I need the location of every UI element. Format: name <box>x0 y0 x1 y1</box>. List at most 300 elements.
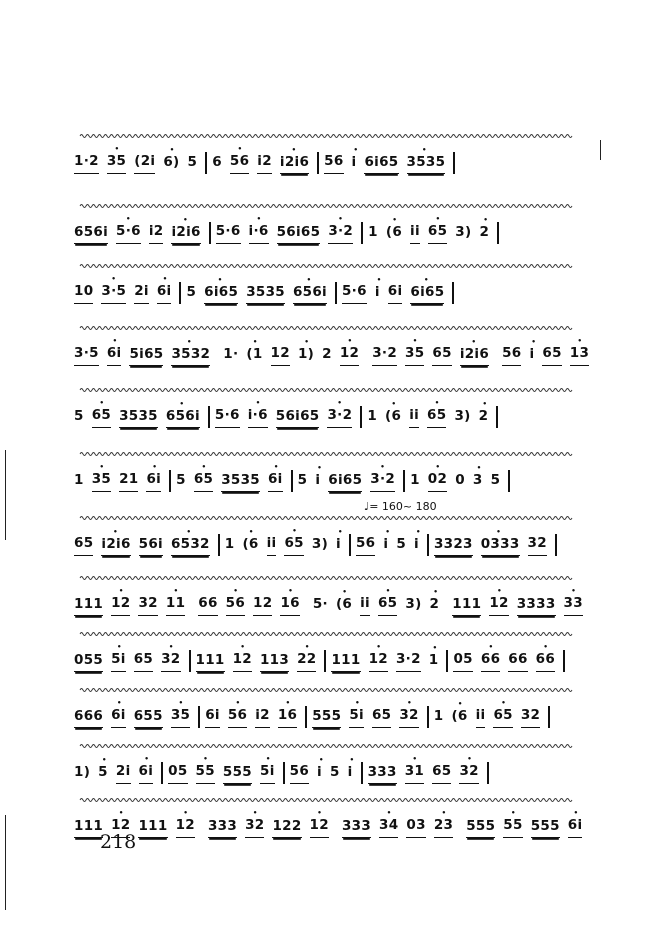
note-group: • 32 <box>399 707 418 728</box>
barline <box>283 762 285 784</box>
measure <box>74 817 203 838</box>
note-group: • 1 <box>429 652 439 672</box>
note-group: 6i <box>388 283 403 304</box>
note-row <box>74 706 588 728</box>
measure <box>298 471 403 492</box>
note-group: • 3 <box>473 472 483 492</box>
barline <box>446 650 448 672</box>
note-group: 56i65 <box>277 224 321 244</box>
note-group: 5i65 <box>129 346 163 366</box>
note-group: 113 <box>260 652 289 672</box>
note-group: 0 <box>455 472 465 488</box>
note-group: • 12 <box>489 595 508 616</box>
note-group: • 12 <box>340 345 359 366</box>
note-group: 555 <box>312 708 341 728</box>
barline <box>335 282 337 304</box>
note-group: • i2i6 <box>101 536 130 556</box>
barline <box>189 650 191 672</box>
note-group: • 65 <box>378 595 397 616</box>
barline <box>403 470 405 492</box>
note-row <box>74 762 588 784</box>
note-group: • 6i <box>568 817 583 838</box>
note-group: 5 <box>187 154 198 170</box>
note-group: ii <box>409 407 419 428</box>
barline <box>198 706 200 728</box>
note-group: 65 <box>134 651 153 672</box>
note-group: 66 <box>508 651 527 672</box>
score-line <box>70 382 590 442</box>
note-group: • 65 <box>92 407 111 428</box>
measure <box>313 595 447 616</box>
note-group: • 6i <box>139 763 154 784</box>
barline <box>360 406 362 428</box>
note-group: • 65 <box>427 407 446 428</box>
ornament-wavy-line <box>70 258 590 284</box>
note-group: • (6 <box>336 596 352 616</box>
barline <box>161 762 163 784</box>
measure <box>372 345 497 366</box>
measure <box>212 153 317 174</box>
note-group: • i <box>348 764 353 784</box>
note-group: • 12 <box>176 817 195 838</box>
note-group: 2i <box>134 283 149 304</box>
ornament-wavy-line <box>70 510 590 536</box>
note-group: i2 <box>149 223 164 244</box>
note-group: 65 <box>432 345 451 366</box>
note-group: 21 <box>119 471 138 492</box>
note-group: 111 <box>196 652 225 672</box>
note-row <box>74 816 588 838</box>
measure <box>74 471 169 492</box>
note-group: 3·2 <box>396 651 421 672</box>
note-group: 12 <box>253 595 272 616</box>
barline <box>305 706 307 728</box>
barline <box>169 470 171 492</box>
score-line <box>70 626 590 686</box>
note-group: • (1 <box>246 346 262 366</box>
note-group: 5 <box>490 472 501 488</box>
note-group: • (6 <box>385 408 401 428</box>
note-group: • 5·6 <box>116 223 141 244</box>
note-group: • 6532 <box>171 536 210 556</box>
score-line <box>70 128 590 188</box>
measure <box>331 651 446 672</box>
note-group: 655 <box>134 708 163 728</box>
measure <box>208 817 337 838</box>
note-group: • 55 <box>196 763 215 784</box>
note-group: 111 <box>138 818 167 838</box>
measure <box>466 817 590 838</box>
measure <box>367 407 496 428</box>
note-group: 656i <box>74 224 108 244</box>
score-line <box>70 320 590 380</box>
barline <box>555 534 557 556</box>
note-group: 56 <box>324 153 343 174</box>
score-line <box>70 792 590 852</box>
score-line <box>70 198 590 258</box>
note-group: 1 <box>367 408 378 424</box>
note-group: 111 <box>331 652 360 672</box>
note-group: 5· <box>312 596 328 612</box>
note-group: ii <box>360 595 370 616</box>
barline <box>324 650 326 672</box>
note-group: • 32 <box>161 651 180 672</box>
barline <box>497 222 499 244</box>
note-group: • i2i6 <box>460 346 489 366</box>
note-group: 1) <box>74 764 91 780</box>
barline <box>361 762 363 784</box>
ornament-wavy-line <box>70 382 590 408</box>
note-group: • 66 <box>481 651 500 672</box>
measure <box>410 471 508 492</box>
note-group: • 65 <box>493 707 512 728</box>
note-group: 333 <box>342 818 371 838</box>
measure <box>452 595 591 616</box>
note-group: • 02 <box>428 471 447 492</box>
note-group: 65 <box>542 345 561 366</box>
ornament-wavy-line <box>70 198 590 224</box>
note-group: • 56 <box>228 707 247 728</box>
note-group: • 2 <box>430 596 440 616</box>
note-group: (2i <box>134 153 155 174</box>
note-row <box>74 222 588 244</box>
note-group: • 6i <box>107 345 122 366</box>
note-group: • 56 <box>230 153 249 174</box>
note-group: • 34 <box>379 817 398 838</box>
note-group: • 656i <box>293 284 327 304</box>
note-group: • 6i65 <box>204 284 238 304</box>
note-row <box>74 282 588 304</box>
note-group: • (6 <box>386 224 402 244</box>
measure <box>434 707 549 728</box>
note-group: 05 <box>453 651 472 672</box>
note-group: • 35 <box>92 471 111 492</box>
note-group: 56 <box>502 345 521 366</box>
note-group: • 3532 <box>171 346 210 366</box>
measure <box>168 763 283 784</box>
note-group: 1 <box>74 472 84 488</box>
note-group: • 55 <box>503 817 522 838</box>
note-group: 3333 <box>517 596 556 616</box>
note-group: • 16 <box>278 707 297 728</box>
note-group: 111 <box>452 596 481 616</box>
note-row <box>74 470 588 492</box>
note-group: 5 <box>186 284 197 300</box>
note-group: • 31 <box>405 763 424 784</box>
note-group: 1·2 <box>74 153 99 174</box>
barline <box>563 650 565 672</box>
note-group: i2 <box>255 707 270 728</box>
note-group: • 12 <box>369 651 388 672</box>
measure <box>502 345 597 366</box>
note-group: • i·6 <box>249 223 269 244</box>
note-group: 2 <box>322 346 332 362</box>
note-group: ii <box>476 707 486 728</box>
tempo-marking: ♩= 160~ 180 <box>364 500 437 513</box>
measure <box>434 535 555 556</box>
note-group: • 3·2 <box>370 471 395 492</box>
barline <box>361 222 363 244</box>
note-group: 5·6 <box>342 283 367 304</box>
note-group: 3535 <box>119 408 158 428</box>
measure <box>356 535 427 556</box>
note-group: • 35 <box>107 153 126 174</box>
measure <box>453 651 563 672</box>
note-group: • 3·2 <box>327 407 352 428</box>
barline <box>427 706 429 728</box>
note-group: • 66 <box>536 651 555 672</box>
note-group: • 16 <box>280 595 299 616</box>
note-group: • i <box>383 536 388 556</box>
note-group: • 3535 <box>407 154 446 174</box>
note-group: 6i <box>205 707 220 728</box>
note-group: 3535 <box>246 284 285 304</box>
note-row <box>74 406 588 428</box>
note-group: • 5i <box>260 763 275 784</box>
barline <box>349 534 351 556</box>
note-group: • i <box>414 536 419 556</box>
measure <box>74 153 205 174</box>
note-group: • i2i6 <box>280 154 309 174</box>
note-group: • 3·5 <box>101 283 126 304</box>
ornament-wavy-line <box>70 128 590 154</box>
note-group: 65 <box>372 707 391 728</box>
measure <box>223 345 367 366</box>
note-group: • 12 <box>111 817 130 838</box>
note-group: 5 <box>297 472 308 488</box>
note-group: • 65 <box>428 223 447 244</box>
note-group: 66 <box>198 595 217 616</box>
note-group: • 6i <box>157 283 172 304</box>
note-group: 555 <box>531 818 560 838</box>
note-group: 3) <box>455 224 472 240</box>
measure <box>74 707 198 728</box>
note-group: 3·2 <box>372 345 397 366</box>
note-group: • 6i <box>146 471 161 492</box>
ornament-wavy-line <box>70 320 590 346</box>
note-group: • 5 <box>98 764 108 784</box>
note-row <box>74 152 588 174</box>
note-group: ii <box>267 535 277 556</box>
note-group: 32 <box>528 535 547 556</box>
note-group: 122 <box>272 818 301 838</box>
measure <box>368 763 487 784</box>
score-line <box>70 682 590 742</box>
note-group: • (6 <box>451 708 467 728</box>
note-group: 12 <box>271 345 290 366</box>
measure <box>215 407 360 428</box>
note-group: 6i65 <box>364 154 398 174</box>
measure <box>342 283 452 304</box>
note-group: 5 <box>74 408 84 424</box>
measure <box>205 707 305 728</box>
note-group: 666 <box>74 708 103 728</box>
note-group: • 12 <box>233 651 252 672</box>
barline <box>548 706 550 728</box>
note-group: 5 <box>176 472 186 488</box>
note-group: • 56 <box>226 595 245 616</box>
barline <box>487 762 489 784</box>
note-group: 111 <box>74 818 103 838</box>
ornament-wavy-line <box>70 446 590 472</box>
note-group: • 35 <box>171 707 190 728</box>
note-group: • 2 <box>479 408 489 428</box>
margin-line-left-top <box>5 450 6 540</box>
note-group: 3·5 <box>74 345 99 366</box>
note-group: • 6) <box>163 154 179 174</box>
measure <box>74 283 179 304</box>
note-group: • i <box>317 764 322 784</box>
note-group: 6i65 <box>328 472 362 492</box>
measure <box>342 817 461 838</box>
note-group: • (6 <box>242 536 258 556</box>
note-group: 3) <box>405 596 422 612</box>
measure <box>74 651 189 672</box>
note-group: • i·6 <box>248 407 268 428</box>
barline <box>427 534 429 556</box>
score-line <box>70 570 590 630</box>
measure <box>198 595 308 616</box>
measure <box>196 651 325 672</box>
note-group: 1 <box>224 536 235 552</box>
note-group: 65 <box>74 535 93 556</box>
measure <box>74 345 218 366</box>
barline <box>317 152 319 174</box>
measure <box>216 223 361 244</box>
note-group: • i <box>529 346 534 366</box>
note-group: • 33 <box>564 595 583 616</box>
note-group: • 12 <box>111 595 130 616</box>
note-group: • i <box>336 536 341 556</box>
note-group: 055 <box>74 652 103 672</box>
barline <box>453 152 455 174</box>
note-group: • 2 <box>479 224 489 244</box>
note-group: • 35 <box>405 345 424 366</box>
note-group: 1 <box>410 472 420 488</box>
barline <box>209 222 211 244</box>
note-group: i2 <box>257 153 272 174</box>
note-group: 6 <box>212 154 222 170</box>
barline <box>508 470 510 492</box>
note-group: 3323 <box>434 536 473 556</box>
measure <box>74 595 193 616</box>
note-group: • i <box>315 472 320 492</box>
note-row <box>74 650 588 672</box>
note-group: • 3·2 <box>328 223 353 244</box>
note-group: 555 <box>466 818 495 838</box>
note-group: 32 <box>138 595 157 616</box>
note-group: • 1) <box>298 346 314 366</box>
measure <box>74 763 161 784</box>
note-row <box>74 534 588 556</box>
measure <box>312 707 427 728</box>
margin-line-right <box>600 140 601 160</box>
note-group: 32 <box>521 707 540 728</box>
margin-line-left-bottom <box>5 815 6 910</box>
barline <box>496 406 498 428</box>
note-group: • 656i <box>166 408 200 428</box>
note-group: • i <box>375 284 380 304</box>
measure <box>290 763 361 784</box>
note-group: • 22 <box>297 651 316 672</box>
measure <box>225 535 349 556</box>
note-group: 1· <box>223 346 239 362</box>
note-group: • i2i6 <box>171 224 200 244</box>
note-group: • 5i <box>111 651 126 672</box>
score-line <box>70 510 590 570</box>
note-group: 555 <box>223 764 252 784</box>
score-line <box>70 258 590 318</box>
note-group: 5·6 <box>215 407 240 428</box>
measure <box>324 153 453 174</box>
note-group: • 5i <box>349 707 364 728</box>
note-group: 2i <box>116 763 131 784</box>
note-group: • 65 <box>194 471 213 492</box>
note-row <box>74 594 588 616</box>
measure <box>74 407 208 428</box>
note-group: • 6i65 <box>410 284 444 304</box>
note-group: 56 <box>290 763 309 784</box>
note-group: • 11 <box>166 595 185 616</box>
measure <box>186 284 335 304</box>
note-group: 65 <box>432 763 451 784</box>
note-group: 5 <box>396 536 407 552</box>
note-group: • 6i <box>268 471 283 492</box>
note-group: 05 <box>168 763 187 784</box>
ornament-wavy-line <box>70 626 590 652</box>
note-group: • 0333 <box>481 536 520 556</box>
note-group: 1 <box>368 224 378 240</box>
note-group: 5·6 <box>216 223 241 244</box>
note-group: • 12 <box>310 817 329 838</box>
barline <box>291 470 293 492</box>
note-group: • 13 <box>570 345 589 366</box>
note-group: 56i65 <box>276 408 320 428</box>
note-group: 56i <box>139 536 163 556</box>
note-group: ii <box>410 223 420 244</box>
note-group: 5 <box>329 764 340 780</box>
barline <box>205 152 207 174</box>
note-group: 56 <box>356 535 375 556</box>
note-group: 3) <box>311 536 329 552</box>
note-group: 3) <box>454 408 471 424</box>
note-group: 333 <box>368 764 397 784</box>
note-group: • 6i <box>111 707 126 728</box>
measure <box>74 535 218 556</box>
note-group: 3535 <box>221 472 260 492</box>
note-group: • 65 <box>284 535 303 556</box>
ornament-wavy-line <box>70 682 590 708</box>
page-number: 218 <box>100 831 137 853</box>
barline <box>179 282 181 304</box>
barline <box>452 282 454 304</box>
note-group: 10 <box>74 283 93 304</box>
note-group: 1 <box>433 708 444 724</box>
barline <box>208 406 210 428</box>
barline <box>218 534 220 556</box>
score-line <box>70 738 590 798</box>
note-group: • 23 <box>434 817 453 838</box>
measure <box>368 223 497 244</box>
note-row <box>74 344 588 366</box>
note-group: • 32 <box>245 817 264 838</box>
note-group: 111 <box>74 596 103 616</box>
note-group: 333 <box>208 818 237 838</box>
score-line <box>70 446 590 506</box>
measure <box>74 223 209 244</box>
note-group: • 32 <box>459 763 478 784</box>
note-group: 03 <box>406 817 425 838</box>
